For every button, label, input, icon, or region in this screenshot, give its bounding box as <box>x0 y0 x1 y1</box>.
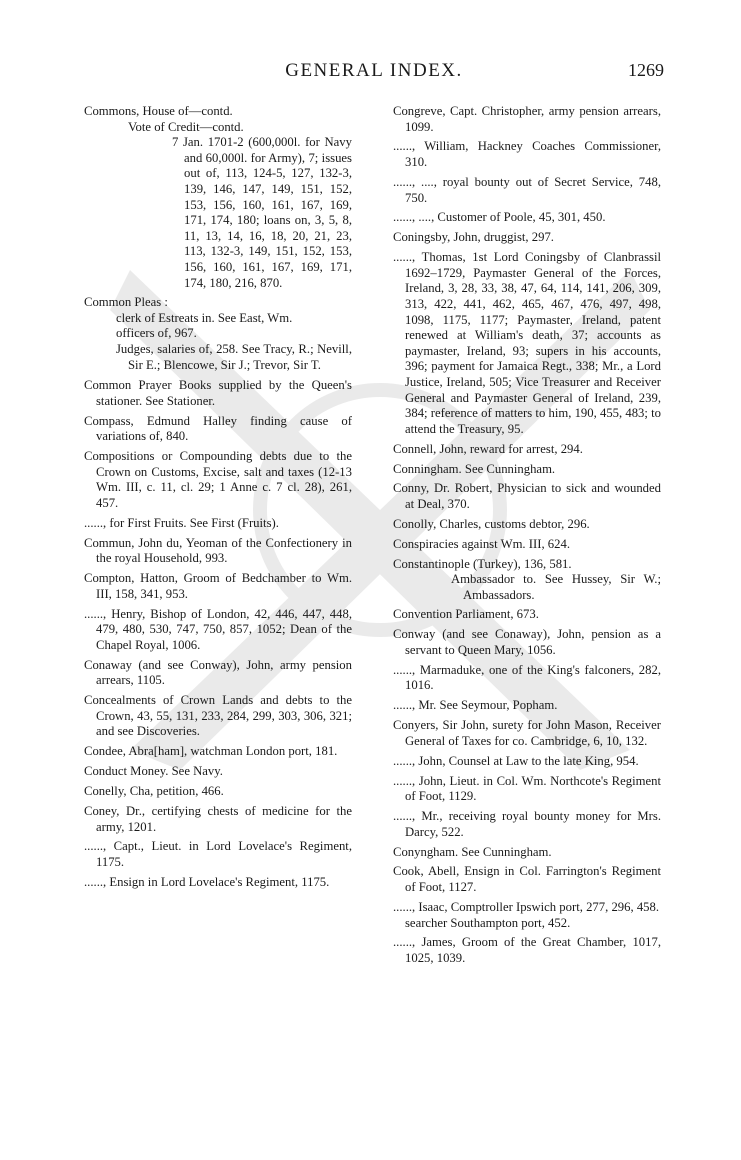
index-entry: Compton, Hatton, Groom of Bedchamber to Wm. III, 158, 341, 953. <box>84 571 352 601</box>
index-heading-common-pleas: Common Pleas : <box>84 295 168 310</box>
index-subheading-vote: Vote of Credit—contd. <box>128 119 244 134</box>
index-entry: Concealments of Crown Lands and debts to the Crown, 43, 55, 131, 233, 284, 299, 303, 306, 321; and see Discoveries. <box>84 693 352 739</box>
index-entry: ......, ...., Customer of Poole, 45, 301, 450. <box>393 210 606 225</box>
index-entry: Compass, Edmund Halley finding cause of variations of, 840. <box>84 413 352 444</box>
index-entry: Conningham. See Cunningham. <box>393 461 556 476</box>
index-entry: ......, Mr., receiving royal bounty money for Mrs. Darcy, 522. <box>393 809 661 839</box>
index-entry: Cook, Abell, Ensign in Col. Farrington's Regiment of Foot, 1127. <box>393 864 661 895</box>
index-entry: ......, Marmaduke, one of the King's falconers, 282, 1016. <box>393 662 661 693</box>
index-entry: ......, William, Hackney Coaches Commissioner, 310. <box>393 139 661 170</box>
page-header <box>84 60 664 90</box>
index-entry: Conolly, Charles, customs debtor, 296. <box>393 516 590 531</box>
index-entry: ......, for First Fruits. See First (Fruits). <box>84 515 279 530</box>
index-entry: Compositions or Compounding debts due to the Crown on Customs, Excise, salt and taxes (12-13 Wm. III, c. 11, cl. 29; 1 Anne c. 7 cl. 28), 261, 457. <box>84 449 352 510</box>
index-entry: ......, Henry, Bishop of London, 42, 446, 447, 448, 479, 480, 530, 747, 750, 857, 1052; Dean of the Chapel Royal, 1006. <box>84 606 352 652</box>
index-subentry: searcher Southampton port, 452. <box>405 915 571 930</box>
index-entry: ......, Mr. See Seymour, Popham. <box>393 698 558 713</box>
index-subentry: Judges, salaries of, 258. See Tracy, R.; Nevill, Sir E.; Blencowe, Sir J.; Trevor, Sir T. <box>116 341 352 372</box>
index-entry: Connell, John, reward for arrest, 294. <box>393 441 583 456</box>
index-entry: Conelly, Cha, petition, 466. <box>84 784 224 799</box>
index-entry: Condee, Abra[ham], watchman London port, 181. <box>84 744 338 759</box>
running-title: GENERAL INDEX. <box>285 60 463 81</box>
index-entry: ......, Capt., Lieut. in Lord Lovelace's Regiment, 1175. <box>84 839 352 869</box>
index-subentry: officers of, 967. <box>116 326 197 341</box>
page-number: 1269 <box>628 60 664 80</box>
index-subentry: Ambassador to. See Hussey, Sir W.; Ambassadors. <box>451 572 661 602</box>
index-subentry-vote: 7 Jan. 1701-2 (600,000l. for Navy and 60,000l. for Army), 7; issues out of, 113, 124-5, 127, 132-3, 139, 146, 147, 149, 151, 152, 153, 156, 160, 161, 167, 169, 171, 174, 180; loans on, 3, 5, 8, 11, 13, 14, 16, 18, 20, 21, 23, 113, 132-3, 149, 151, 152, 153, 156, 160, 161, 167, 169, 171, 174, 180, 216, 870. <box>172 135 352 290</box>
index-entry: Conway (and see Conaway), John, pension as a servant to Queen Mary, 1056. <box>393 627 661 657</box>
index-entry: Conspiracies against Wm. III, 624. <box>393 536 570 551</box>
index-entry: Conduct Money. See Navy. <box>84 764 223 779</box>
index-entry: ......, Isaac, Comptroller Ipswich port, 277, 296, 458. <box>393 899 660 914</box>
index-entry: ......, James, Groom of the Great Chamber, 1017, 1025, 1039. <box>393 935 661 966</box>
index-entry: Coney, Dr., certifying chests of medicine for the army, 1201. <box>84 803 352 834</box>
index-heading-commons: Commons, House of—contd. <box>84 104 233 118</box>
index-entry: Coningsby, John, druggist, 297. <box>393 230 554 245</box>
index-subentry: clerk of Estreats in. See East, Wm. <box>116 310 293 325</box>
index-entry: ......, Thomas, 1st Lord Coningsby of Clanbrassil 1692–1729, Paymaster General of the Forces, Ireland, 3, 28, 33, 38, 47, 64, 114, 141, 206, 309, 313, 422, 441, 462, 465, 467, 476, 497, 498, 1098, 1175, 1177; Paymaster, Ireland, patent renewed at William's death, 37; accounts as paymaster, Ireland, 93; supers in his accounts, 396; payment for Jamaica Regt., 338; Mr., a Lord Justice, Ireland, 505; Vice Treasurer and Receiver General and Paymaster General of Ireland, 239, 384; reference of matters to him, 190, 455, 483; to attend the Treasury, 95. <box>393 250 661 436</box>
index-entry: ......, John, Counsel at Law to the late King, 954. <box>393 753 639 768</box>
left-column <box>84 104 352 895</box>
index-entry: Conyngham. See Cunningham. <box>393 844 552 859</box>
index-entry: Constantinople (Turkey), 136, 581. <box>393 556 572 571</box>
index-entry: Commun, John du, Yeoman of the Confectionery in the royal Household, 993. <box>84 535 352 566</box>
index-entry: Convention Parliament, 673. <box>393 607 539 622</box>
index-entry: Congreve, Capt. Christopher, army pension arrears, 1099. <box>393 104 661 134</box>
index-entry: Common Prayer Books supplied by the Queen's stationer. See Stationer. <box>84 378 352 408</box>
index-entry: Conyers, Sir John, surety for John Mason, Receiver General of Taxes for co. Cambridge, 6, 10, 132. <box>393 718 661 748</box>
index-entry: Conaway (and see Conway), John, army pension arrears, 1105. <box>84 657 352 688</box>
index-entry: ......, Ensign in Lord Lovelace's Regiment, 1175. <box>84 874 330 889</box>
index-entry: ......, ...., royal bounty out of Secret Service, 748, 750. <box>393 174 661 205</box>
index-entry: Conny, Dr. Robert, Physician to sick and wounded at Deal, 370. <box>393 481 661 512</box>
index-entry: ......, John, Lieut. in Col. Wm. Northcote's Regiment of Foot, 1129. <box>393 773 661 804</box>
right-column <box>393 104 661 971</box>
